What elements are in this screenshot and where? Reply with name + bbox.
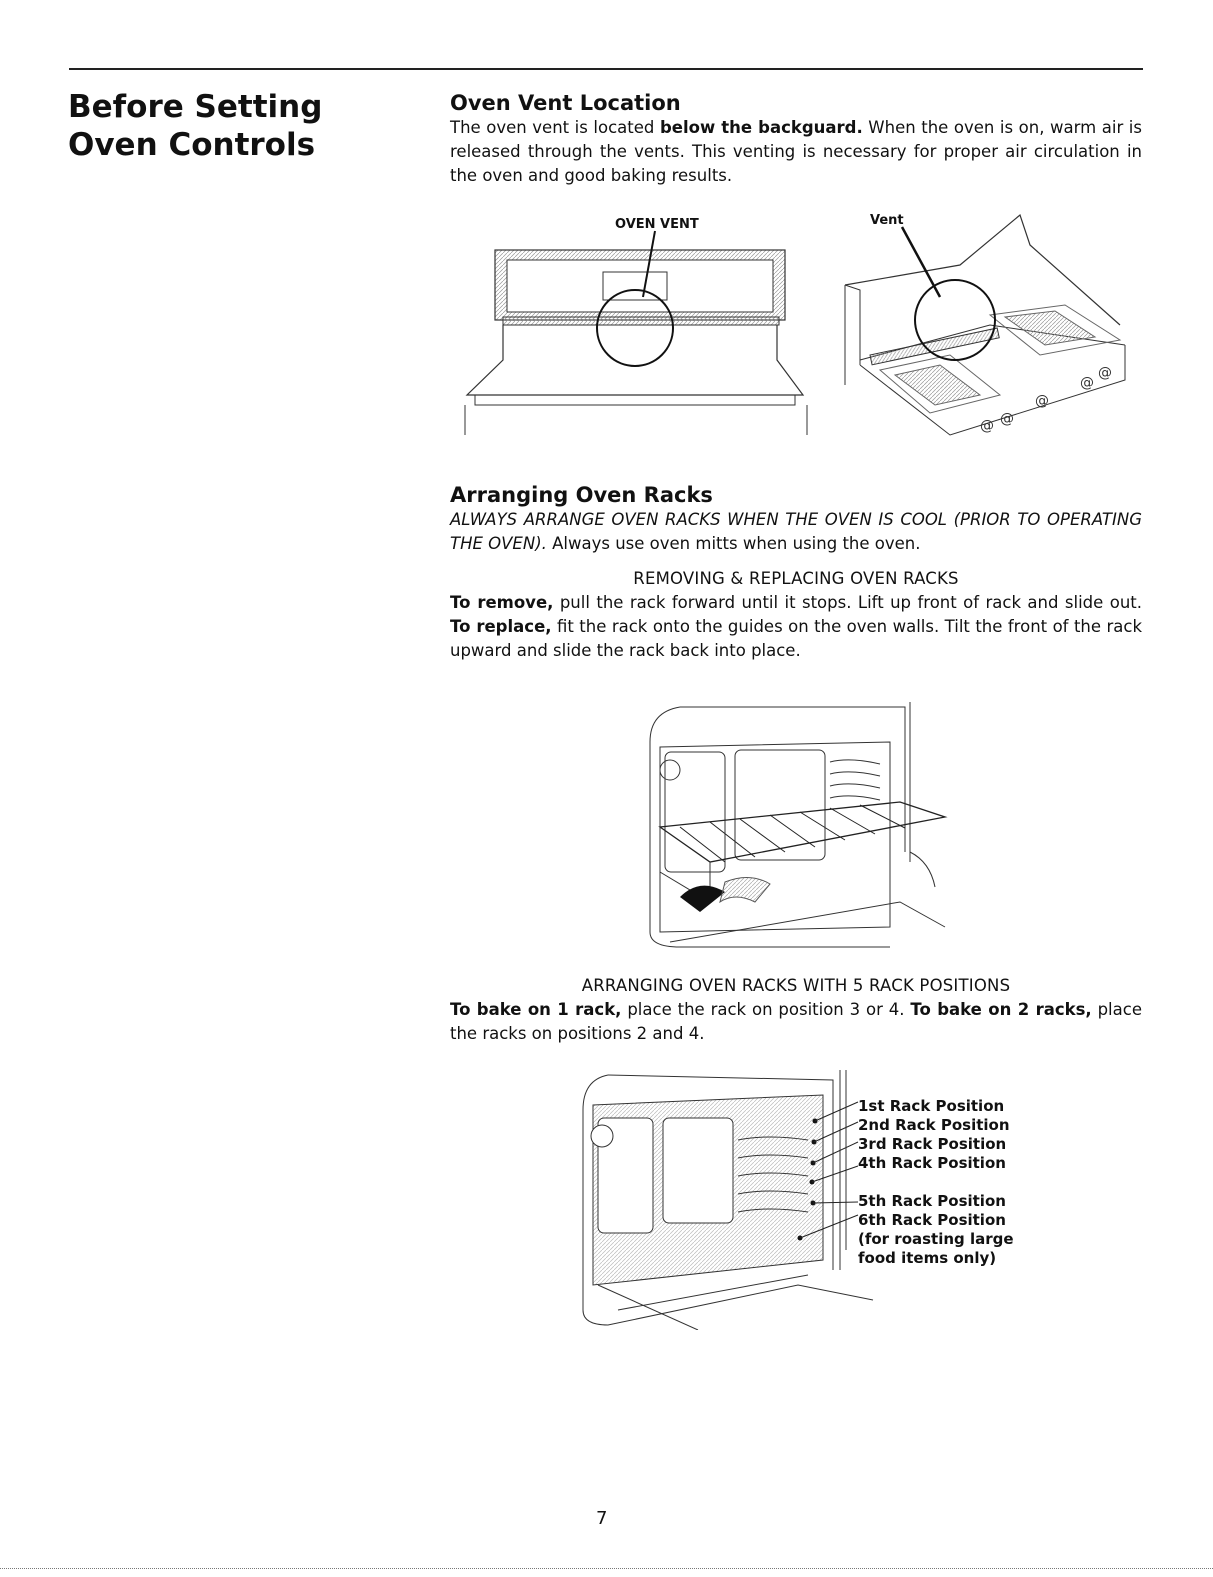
vent-heading: Oven Vent Location — [450, 91, 681, 115]
replace-bold: To replace, — [450, 617, 552, 636]
bake2-text: place the racks on positions 2 and 4. — [450, 1000, 1142, 1043]
bottom-rule — [0, 1568, 1213, 1569]
racks-warning-rest: Always use oven mitts when using the oven. — [546, 534, 921, 553]
bake1-text: place the rack on position 3 or 4. — [621, 1000, 911, 1019]
remove-text: pull the rack forward until it stops. Lift up front of rack and slide out. — [553, 593, 1142, 612]
bake1-bold: To bake on 1 rack, — [450, 1000, 622, 1019]
oven-vent-label: OVEN VENT — [615, 217, 699, 232]
svg-text:@: @ — [1035, 393, 1049, 409]
replace-text: fit the rack onto the guides on the oven walls. Tilt the front of the rack upward and slide the rack back into place. — [450, 617, 1142, 660]
rack-position-5-label: 5th Rack Position — [858, 1192, 1006, 1210]
racks-section — [450, 482, 1142, 663]
vent-text-bold: below the backguard. — [659, 118, 863, 137]
removing-rack-figure — [640, 702, 950, 957]
page-number: 7 — [596, 1508, 608, 1529]
vent-label: Vent — [870, 213, 904, 228]
vent-text-c: When the oven is on, warm air is released through the vents. This venting is necessary for proper air circulation in the oven and good baking results. — [450, 118, 1142, 185]
page-title: Before Setting Oven Controls — [68, 89, 323, 163]
bake2-bold: To bake on 2 racks, — [910, 1000, 1092, 1019]
vent-text-a: The oven vent is located — [450, 118, 660, 137]
racks-warning — [450, 508, 1142, 556]
rack-positions-figure — [578, 1070, 878, 1330]
rack-position-2-label: 2nd Rack Position — [858, 1116, 1010, 1134]
rack-position-4-label: 4th Rack Position — [858, 1154, 1006, 1172]
racks-warning-italic: ALWAYS ARRANGE OVEN RACKS WHEN THE OVEN IS COOL (PRIOR TO OPERATING THE OVEN). — [450, 510, 1142, 553]
rack-position-6-note-2: food items only) — [858, 1249, 997, 1267]
remove-bold: To remove, — [450, 593, 554, 612]
arranging-heading: ARRANGING OVEN RACKS WITH 5 RACK POSITIONS — [581, 976, 1011, 995]
vent-paragraph — [450, 116, 1142, 188]
rack-position-1-label: 1st Rack Position — [858, 1097, 1005, 1115]
svg-text:@: @ — [980, 418, 994, 434]
oven-vent-front-figure — [455, 205, 815, 440]
svg-text:@: @ — [1098, 365, 1112, 381]
oven-vent-cooktop-figure — [840, 205, 1130, 445]
removing-heading: REMOVING & REPLACING OVEN RACKS — [633, 569, 959, 588]
svg-text:@: @ — [1000, 411, 1014, 427]
svg-text:@: @ — [1080, 375, 1094, 391]
vent-section — [450, 90, 1142, 188]
remove-replace-paragraph — [450, 591, 1142, 663]
rack-position-3-label: 3rd Rack Position — [858, 1135, 1007, 1153]
top-rule — [69, 68, 1143, 70]
rack-position-6-label: 6th Rack Position — [858, 1211, 1006, 1229]
rack-position-6-note-1: (for roasting large — [858, 1230, 1014, 1248]
bake-paragraph — [450, 998, 1142, 1046]
racks-heading: Arranging Oven Racks — [450, 483, 713, 507]
rack-positions-section — [450, 974, 1142, 1046]
